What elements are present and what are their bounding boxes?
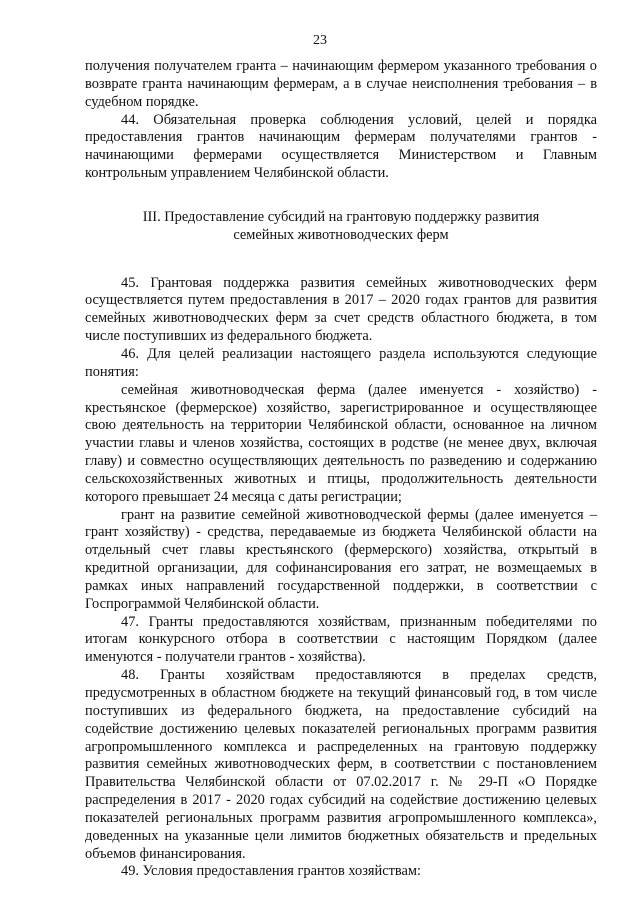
paragraph-44: 44. Обязательная проверка соблюдения условий, целей и порядка предоставления грантов начинающим фермерам получателями грантов - начинающими фермерами осуществляется Министерством и Главным контрольным управлением Челябинской области. [85, 111, 597, 182]
section-heading: III. Предоставление субсидий на грантовую поддержку развития семейных животноводческих ферм [142, 208, 540, 243]
paragraph-45: 45. Грантовая поддержка развития семейных животноводческих ферм осуществляется путем предоставления в 2017 – 2020 годах грантов для развития семейных животноводческих ферм за счет средств областного бюджета, в том числе поступивших из федерального бюджета. [85, 274, 597, 345]
paragraph-46: 46. Для целей реализации настоящего раздела используются следующие понятия: [85, 345, 597, 380]
paragraph-49: 49. Условия предоставления грантов хозяйствам: [121, 863, 422, 880]
definition-farm-grant: грант на развитие семейной животноводческой фермы (далее именуется – грант хозяйству) - средства, передаваемые из бюджета Челябинской области на отдельный счет главы крестьянского (фермерского) хозяйства, открытый в кредитной организации, для софинансирования его затрат, не возмещаемых в рамках иных направлений государственной поддержки, в соответствии с Госпрограммой Челябинской области. [85, 506, 597, 612]
paragraph-47: 47. Гранты предоставляются хозяйствам, признанным победителями по итогам конкурсного отбора в соответствии с настоящим Порядком (далее именуются - получатели грантов - хозяйства). [85, 613, 597, 666]
document-body [85, 58, 597, 881]
paragraph-continued: получения получателем гранта – начинающим фермером указанного требования о возврате гранта начинающим фермерам, а в случае неисполнения требования – в судебном порядке. [85, 58, 597, 110]
page-number: 23 [313, 33, 327, 48]
definition-family-farm: семейная животноводческая ферма (далее именуется - хозяйство) - крестьянское (фермерское) хозяйство, зарегистрированное и осуществляющее свою деятельность на территории Челябинской области, основанное на личном участии главы и членов хозяйства, состоящих в родстве (не менее двух, включая главу) и совместно осуществляющих деятельность по разведению и содержанию сельскохозяйственных животных и птицы, продолжительность деятельности которого превышает 24 месяца с даты регистрации; [85, 381, 597, 505]
paragraph-48: 48. Гранты хозяйствам предоставляются в пределах средств, предусмотренных в областном бюджете на текущий финансовый год, в том числе поступивших из федерального бюджета, на предоставление субсидий на содействие достижению целевых показателей региональных программ развития агропромышленного комплекса и распределенных на грантовую поддержку развития семейных животноводческих ферм, в соответствии с постановлением Правительства Челябинской области от 07.02.2017 г. № 29-П «О Порядке распределения в 2017 - 2020 годах субсидий на содействие достижению целевых показателей региональных программ развития агропромышленного комплекса», доведенных на указанные цели лимитов бюджетных обязательств и предельных объемов финансирования. [85, 667, 597, 862]
